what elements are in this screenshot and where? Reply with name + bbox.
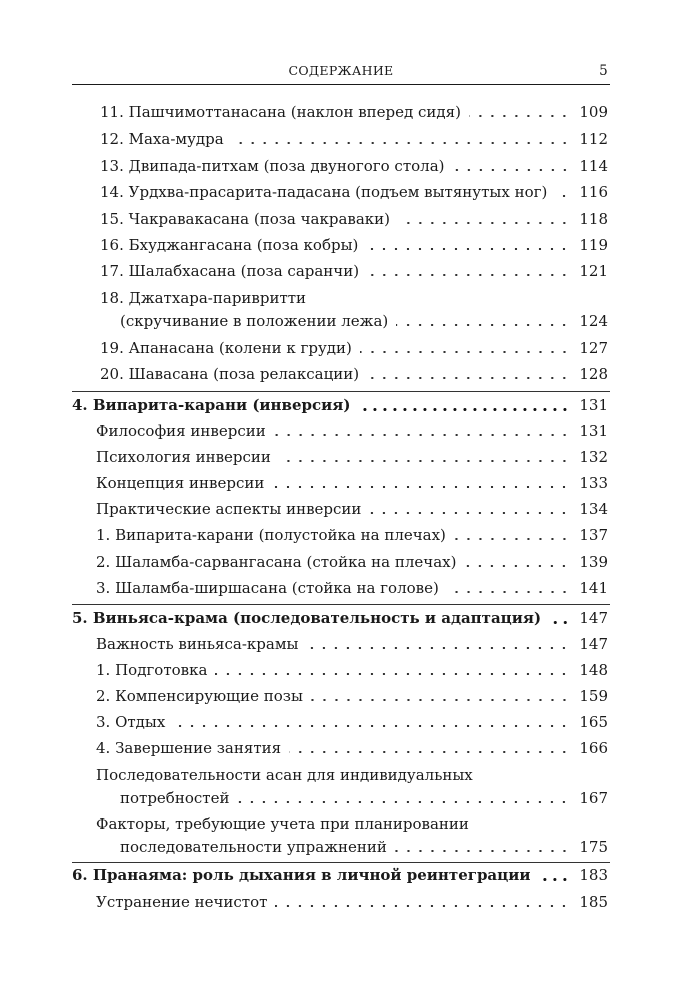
toc-entry-title: 1. Випарита-карани (полустойка на плечах)	[96, 526, 446, 544]
dot-leader	[538, 878, 570, 881]
dot-leader	[237, 801, 570, 803]
toc-entry[interactable]	[100, 262, 608, 280]
dot-leader	[447, 591, 571, 593]
toc-entry-title: 17. Шалабхасана (поза саранчи)	[100, 262, 360, 280]
toc-entry-page: 133	[579, 474, 608, 492]
toc-entry[interactable]	[96, 526, 608, 544]
toc-entry-title: 14. Урдхва-прасарита-падасана (подъем вытянутых ног)	[100, 183, 548, 201]
dot-leader	[453, 169, 571, 171]
toc-entry-title: 20. Шавасана (поза релаксации)	[100, 365, 360, 383]
toc-entry-page: 147	[579, 609, 608, 627]
dot-leader	[366, 248, 570, 250]
dot-leader	[274, 434, 571, 436]
toc-entry[interactable]	[100, 289, 608, 307]
toc-entry-page: 128	[579, 365, 608, 383]
toc-entry-continued[interactable]	[120, 838, 608, 856]
dot-leader	[555, 195, 570, 197]
toc-entry-title: Практические аспекты инверсии	[96, 500, 362, 518]
toc-entry[interactable]	[96, 635, 608, 653]
toc-entry[interactable]	[96, 687, 608, 705]
toc-entry[interactable]	[100, 103, 608, 121]
toc-entry-page: 116	[579, 183, 608, 201]
toc-entry-page: 141	[579, 579, 608, 597]
toc-chapter[interactable]	[72, 866, 608, 884]
toc-entry-title: Устранение нечистот	[96, 893, 268, 911]
toc-entry-page: 131	[579, 396, 608, 414]
dot-leader	[396, 324, 570, 326]
dot-leader	[464, 565, 570, 567]
dot-leader	[311, 699, 570, 701]
toc-chapter-title: 6. Пранаяма: роль дыхания в личной реинтеграции	[72, 866, 531, 884]
toc-entry-page: 159	[579, 687, 608, 705]
toc-chapter[interactable]	[72, 396, 608, 414]
toc-entry[interactable]	[96, 766, 608, 784]
dot-leader	[369, 512, 570, 514]
dot-leader	[306, 647, 570, 649]
toc-chapter-title: 4. Випарита-карани (инверсия)	[72, 396, 351, 414]
toc-entry[interactable]	[96, 474, 608, 492]
dot-leader	[469, 115, 570, 117]
toc-entry-page: 183	[579, 866, 608, 884]
toc-entry[interactable]	[100, 157, 608, 175]
toc-entry[interactable]	[100, 210, 608, 228]
toc-entry-page: 175	[579, 838, 608, 856]
toc-entry-title: 4. Завершение занятия	[96, 739, 282, 757]
toc-entry-page: 139	[579, 553, 608, 571]
dot-leader	[395, 850, 570, 852]
toc-entry-title: 2. Компенсирующие позы	[96, 687, 303, 705]
dot-leader	[275, 905, 570, 907]
toc-entry-page: 147	[579, 635, 608, 653]
toc-entry-title: Психология инверсии	[96, 448, 271, 466]
toc-entry[interactable]	[100, 339, 608, 357]
toc-entry[interactable]	[96, 579, 608, 597]
toc-entry-title: 3. Шаламба-ширшасана (стойка на голове)	[96, 579, 439, 597]
toc-entry-title: 15. Чакравакасана (поза чакраваки)	[100, 210, 391, 228]
running-head	[72, 63, 610, 83]
running-head-title: СОДЕРЖАНИЕ	[288, 63, 394, 78]
toc-entry[interactable]	[100, 130, 608, 148]
toc-chapter-title: 5. Виньяса-крама (последовательность и адаптация)	[72, 609, 542, 627]
toc-entry-page: 185	[579, 893, 608, 911]
section-divider	[72, 604, 610, 605]
toc-entry-page: 132	[579, 448, 608, 466]
toc-entry-title: последовательности упражнений	[120, 838, 387, 856]
dot-leader	[398, 222, 570, 224]
toc-entry-continued[interactable]	[120, 789, 608, 807]
dot-leader	[454, 538, 570, 540]
dot-leader	[215, 673, 570, 675]
toc-entry-title: Последовательности асан для индивидуальных	[96, 766, 473, 784]
section-divider	[72, 391, 610, 392]
toc-entry[interactable]	[96, 553, 608, 571]
toc-entry-page: 166	[579, 739, 608, 757]
toc-entry-title: 19. Апанасана (колени к груди)	[100, 339, 352, 357]
toc-entry-page: 119	[579, 236, 608, 254]
toc-entry-page: 124	[579, 312, 608, 330]
dot-leader	[289, 751, 570, 753]
toc-entry-page: 167	[579, 789, 608, 807]
toc-entry-title: Важность виньяса-крамы	[96, 635, 299, 653]
toc-entry-title: (скручивание в положении лежа)	[120, 312, 389, 330]
toc-entry-page: 134	[579, 500, 608, 518]
dot-leader	[173, 725, 570, 727]
toc-entry-continued[interactable]	[120, 312, 608, 330]
toc-entry[interactable]	[96, 815, 608, 833]
dot-leader	[360, 351, 571, 353]
toc-entry-title: 1. Подготовка	[96, 661, 208, 679]
toc-entry-title: 2. Шаламба-сарвангасана (стойка на плечах)	[96, 553, 457, 571]
dot-leader	[272, 486, 570, 488]
toc-entry-title: Факторы, требующие учета при планировании	[96, 815, 469, 833]
toc-entry-title: 16. Бхуджангасана (поза кобры)	[100, 236, 359, 254]
dot-leader	[358, 408, 570, 411]
toc-entry-page: 137	[579, 526, 608, 544]
toc-entry[interactable]	[96, 448, 608, 466]
toc-entry-title: 12. Маха-мудра	[100, 130, 224, 148]
toc-entry[interactable]	[100, 183, 608, 201]
toc-entry-page: 118	[579, 210, 608, 228]
toc-entry-page: 165	[579, 713, 608, 731]
toc-entry-title: 11. Пашчимоттанасана (наклон вперед сидя)	[100, 103, 461, 121]
toc-entry-page: 121	[579, 262, 608, 280]
toc-entry[interactable]	[96, 422, 608, 440]
section-divider	[72, 862, 610, 863]
toc-entry-page: 109	[579, 103, 608, 121]
dot-leader	[367, 274, 570, 276]
toc-entry-title: Философия инверсии	[96, 422, 266, 440]
toc-entry-title: 3. Отдых	[96, 713, 166, 731]
toc-entry-page: 127	[579, 339, 608, 357]
toc-entry-page: 114	[579, 157, 608, 175]
toc-entry-title: Концепция инверсии	[96, 474, 265, 492]
toc-chapter[interactable]	[72, 609, 608, 627]
toc-entry[interactable]	[96, 739, 608, 757]
toc-entry[interactable]	[96, 661, 608, 679]
dot-leader	[232, 142, 571, 144]
toc-entry-page: 131	[579, 422, 608, 440]
toc-entry-title: 13. Двипада-питхам (поза двуногого стола)	[100, 157, 445, 175]
toc-entry[interactable]	[100, 236, 608, 254]
header-rule	[72, 84, 610, 85]
dot-leader	[367, 377, 570, 379]
toc-entry[interactable]	[96, 893, 608, 911]
toc-entry-page: 148	[579, 661, 608, 679]
page-number: 5	[599, 63, 608, 79]
dot-leader	[279, 460, 570, 462]
toc-entry[interactable]	[96, 500, 608, 518]
dot-leader	[549, 621, 570, 624]
toc-entry[interactable]	[96, 713, 608, 731]
toc-entry-page: 112	[579, 130, 608, 148]
toc-entry-title: потребностей	[120, 789, 230, 807]
toc-entry-title: 18. Джатхара-паривритти	[100, 289, 307, 307]
toc-entry[interactable]	[100, 365, 608, 383]
